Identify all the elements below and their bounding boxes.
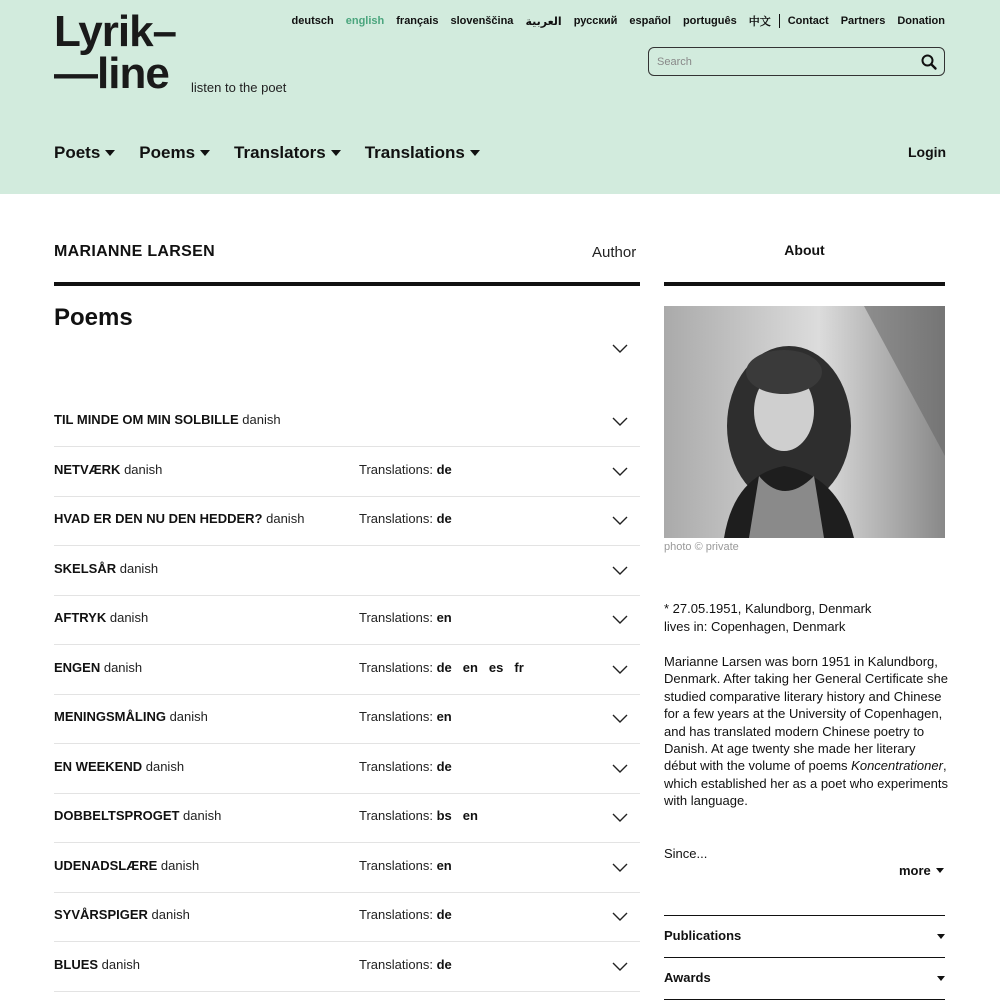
logo-line-2: —line: [54, 49, 169, 98]
poem-translations: [359, 808, 489, 823]
search-box: [648, 47, 945, 76]
logo-line-1: Lyrik–: [54, 7, 177, 56]
translation-link[interactable]: es: [488, 659, 504, 675]
poem-language: danish: [116, 560, 159, 576]
poem-language: danish: [120, 461, 163, 477]
translations-label: Translations:: [359, 956, 433, 972]
poem-title[interactable]: [54, 759, 184, 774]
lang-link[interactable]: deutsch: [291, 15, 334, 27]
poem-title[interactable]: [54, 907, 190, 922]
nav-translations[interactable]: [365, 143, 480, 163]
accordion-label: Awards: [664, 970, 711, 985]
poem-translations: [359, 660, 535, 675]
poem-language: danish: [142, 758, 185, 774]
translation-link[interactable]: en: [436, 857, 452, 873]
poem-title-text: NETVÆRK: [54, 461, 121, 477]
poem-language: danish: [147, 907, 190, 922]
nav-poets[interactable]: [54, 143, 115, 163]
chevron-down-icon[interactable]: [612, 615, 628, 625]
poem-title[interactable]: [54, 610, 148, 625]
lang-link-active[interactable]: english: [345, 15, 385, 27]
caret-down-icon: [200, 150, 210, 156]
tagline: listen to the poet: [191, 80, 287, 95]
poem-title[interactable]: [54, 709, 208, 724]
poem-title[interactable]: [54, 511, 304, 526]
poem-translations: [359, 610, 463, 625]
caret-down-icon: [936, 868, 944, 873]
poem-title[interactable]: [54, 561, 158, 576]
translations-label: Translations:: [359, 907, 433, 922]
translations-label: Translations:: [359, 610, 433, 625]
poem-row[interactable]: [54, 843, 640, 893]
site-header: [0, 0, 1000, 194]
translation-link[interactable]: de: [436, 907, 452, 922]
poem-row[interactable]: [54, 942, 640, 992]
poem-title-text: DOBBELTSPROGET: [54, 808, 180, 823]
poem-language: danish: [100, 659, 143, 675]
lang-link[interactable]: русский: [573, 15, 618, 27]
poem-language: danish: [106, 610, 149, 625]
translations-label: Translations:: [359, 758, 433, 774]
bio-dates: [664, 600, 945, 636]
partners-link[interactable]: Partners: [840, 15, 886, 27]
caret-down-icon: [937, 934, 945, 939]
accordion-awards[interactable]: [664, 957, 945, 999]
poem-language: danish: [179, 808, 222, 823]
translation-link[interactable]: de: [436, 461, 452, 477]
search-icon[interactable]: [920, 53, 938, 71]
chevron-down-icon[interactable]: [612, 714, 628, 724]
lang-link[interactable]: español: [629, 15, 671, 27]
poem-language: danish: [262, 511, 305, 526]
lang-link[interactable]: português: [682, 15, 737, 27]
poem-title-text: AFTRYK: [54, 610, 107, 625]
tab-about[interactable]: About: [784, 242, 825, 258]
translation-link[interactable]: en: [436, 709, 452, 724]
poem-translations: [359, 709, 463, 724]
poem-row[interactable]: [54, 447, 640, 497]
lang-link[interactable]: العربية: [525, 15, 562, 28]
section-rule: [54, 282, 640, 286]
poem-title-text: HVAD ER DEN NU DEN HEDDER?: [54, 511, 263, 526]
poem-language: danish: [157, 857, 200, 873]
author-name: MARIANNE LARSEN: [54, 243, 215, 260]
chevron-down-icon[interactable]: [612, 962, 628, 972]
poem-row[interactable]: [54, 892, 640, 942]
poem-title-text: ENGEN: [54, 659, 101, 675]
chevron-down-icon[interactable]: [612, 467, 628, 477]
chevron-down-icon[interactable]: [612, 417, 628, 427]
poem-row[interactable]: [54, 595, 640, 645]
poems-heading: Poems: [54, 304, 133, 331]
photo-credit: photo © private: [664, 541, 739, 553]
translation-link[interactable]: fr: [514, 659, 524, 675]
poem-title-text: MENINGSMÅLING: [54, 709, 166, 724]
poem-title[interactable]: [54, 412, 281, 427]
poem-title[interactable]: [54, 462, 162, 477]
poem-language: danish: [165, 709, 208, 724]
caret-down-icon: [105, 150, 115, 156]
language-switcher: [280, 13, 945, 29]
contact-link[interactable]: Contact: [787, 15, 829, 27]
donation-link[interactable]: Donation: [897, 15, 945, 27]
nav-poets-label: Poets: [54, 143, 101, 162]
translation-link[interactable]: en: [462, 808, 478, 823]
poem-language: danish: [98, 956, 140, 972]
poem-title-text: TIL MINDE OM MIN SOLBILLE: [54, 412, 239, 427]
login-link[interactable]: Login: [908, 144, 947, 160]
lang-link[interactable]: slovenščina: [450, 15, 514, 27]
translation-link[interactable]: de: [436, 956, 452, 972]
poem-row[interactable]: [54, 744, 640, 794]
chevron-down-icon[interactable]: [612, 344, 628, 354]
poem-title-text: SYVÅRSPIGER: [54, 907, 148, 922]
nav-translators-label: Translators: [234, 143, 326, 162]
poem-translations: [359, 907, 463, 922]
poem-title[interactable]: [54, 660, 142, 675]
translation-link[interactable]: bs: [436, 808, 452, 823]
nav-translations-label: Translations: [364, 143, 465, 162]
poem-title[interactable]: [54, 957, 140, 972]
bio-text-part: , which established her as a poet who experiments with language.: [664, 758, 948, 809]
poem-translations: [359, 858, 463, 873]
bio-text: [664, 653, 949, 810]
poem-translations: [359, 759, 463, 774]
poem-title[interactable]: [54, 808, 221, 823]
book-title: Koncentrationer: [851, 758, 943, 774]
chevron-down-icon[interactable]: [612, 764, 628, 774]
chevron-down-icon[interactable]: [612, 813, 628, 823]
search-input[interactable]: [657, 53, 907, 71]
translations-label: Translations:: [359, 857, 433, 873]
poem-row[interactable]: [54, 793, 640, 843]
poem-row[interactable]: [54, 397, 640, 447]
translation-link[interactable]: de: [436, 659, 452, 675]
translation-link[interactable]: de: [436, 758, 452, 774]
translation-link[interactable]: en: [436, 610, 452, 625]
translation-link[interactable]: en: [462, 659, 478, 675]
lyrikline-logo[interactable]: [54, 7, 184, 98]
author-photo: [664, 306, 945, 538]
residence-info: lives in: Copenhagen, Denmark: [664, 619, 846, 634]
lang-link[interactable]: 中文: [748, 16, 771, 28]
accordion-label: Publications: [664, 928, 742, 943]
author-role: Author: [592, 244, 637, 261]
chevron-down-icon[interactable]: [612, 863, 628, 873]
poem-title-text: EN WEEKEND: [54, 758, 143, 774]
translations-label: Translations:: [359, 808, 433, 823]
poem-title-text: BLUES: [54, 956, 99, 972]
caret-down-icon: [937, 976, 945, 981]
birth-info: * 27.05.1951, Kalundborg, Denmark: [664, 601, 872, 616]
poem-row[interactable]: [54, 645, 640, 695]
poem-row[interactable]: [54, 496, 640, 546]
poem-row[interactable]: [54, 546, 640, 596]
nav-poems[interactable]: [139, 143, 210, 163]
bio-text-part: Marianne Larsen was born 1951 in Kalundborg, Denmark. After taking her General Certificate she studied comparative literary history and Chinese for a few years at the University of Copenhagen, and has translated modern Chinese poetry to Danish. At age twenty she made her literary début with the volume of poems: [664, 654, 948, 774]
translations-label: Translations:: [359, 709, 433, 724]
translations-label: Translations:: [359, 461, 433, 477]
more-label: more: [899, 863, 931, 878]
divider: [779, 14, 780, 28]
poem-title-text: SKELSÅR: [54, 560, 117, 576]
poem-translations: [359, 462, 463, 477]
chevron-down-icon[interactable]: [612, 566, 628, 576]
poem-row[interactable]: [54, 694, 640, 744]
translations-label: Translations:: [359, 659, 433, 675]
chevron-down-icon[interactable]: [612, 516, 628, 526]
section-rule: [664, 282, 945, 286]
poem-language: danish: [238, 412, 281, 427]
lang-link[interactable]: français: [396, 15, 439, 27]
translations-label: Translations:: [359, 511, 433, 526]
poem-translations: [359, 957, 463, 972]
poem-title[interactable]: [54, 858, 199, 873]
main-nav: [54, 143, 504, 163]
nav-poems-label: Poems: [139, 143, 196, 162]
translation-link[interactable]: de: [436, 511, 452, 526]
caret-down-icon: [331, 150, 341, 156]
bio-since: Since...: [664, 846, 708, 861]
poem-title-text: UDENADSLÆRE: [54, 857, 158, 873]
poem-translations: [359, 511, 463, 526]
more-button[interactable]: [899, 863, 944, 878]
chevron-down-icon[interactable]: [612, 665, 628, 675]
chevron-down-icon[interactable]: [612, 912, 628, 922]
caret-down-icon: [470, 150, 480, 156]
accordion-publications[interactable]: [664, 915, 945, 957]
nav-translators[interactable]: [234, 143, 341, 163]
